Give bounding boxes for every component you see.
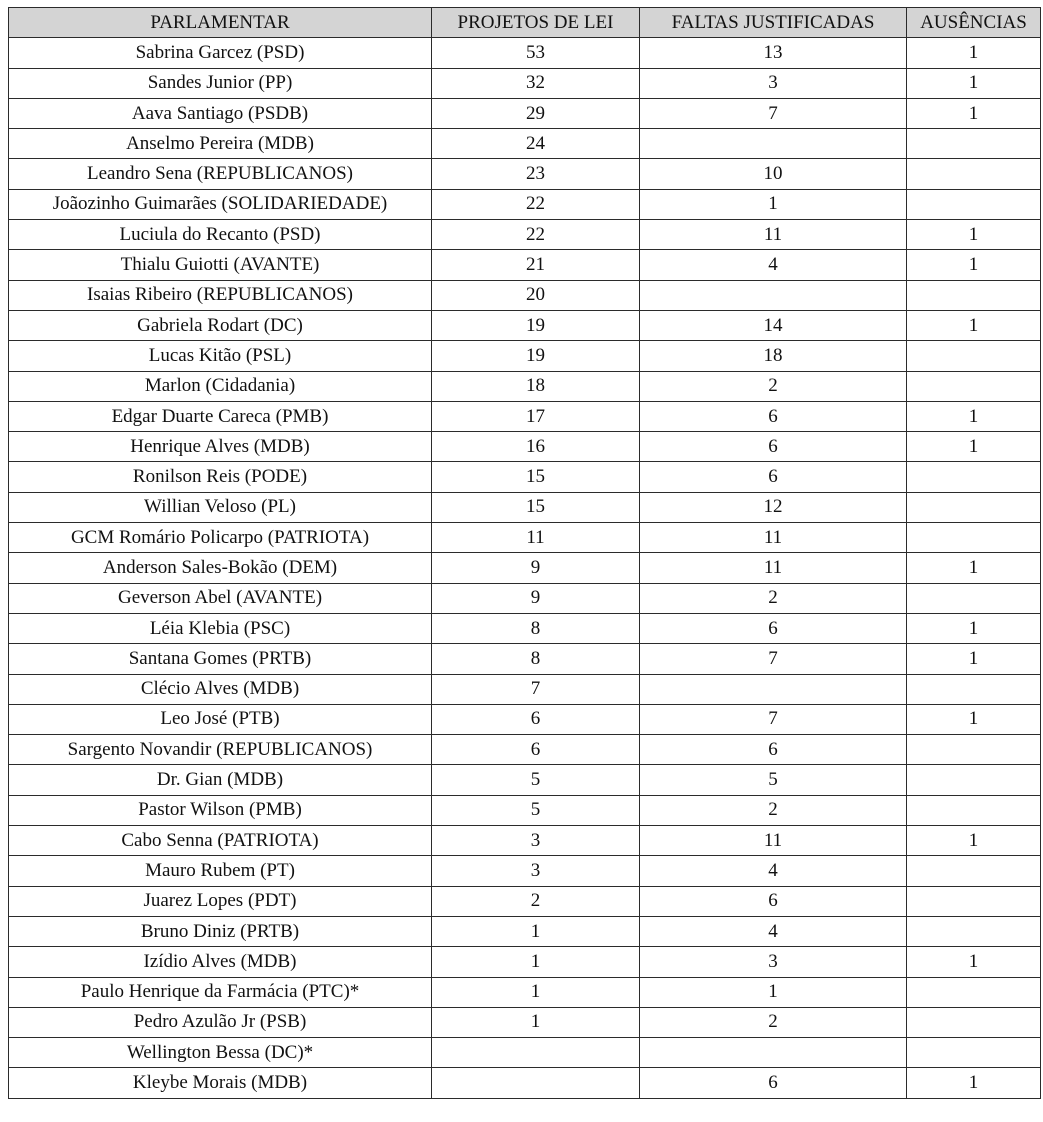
cell-ausencias: [907, 523, 1041, 553]
cell-parlamentar: Edgar Duarte Careca (PMB): [9, 401, 432, 431]
cell-faltas-justificadas: 7: [640, 644, 907, 674]
cell-parlamentar: Anderson Sales-Bokão (DEM): [9, 553, 432, 583]
cell-projetos-de-lei: 53: [432, 38, 640, 68]
cell-projetos-de-lei: [432, 1038, 640, 1068]
cell-projetos-de-lei: [432, 1068, 640, 1098]
cell-ausencias: 1: [907, 250, 1041, 280]
cell-parlamentar: Isaias Ribeiro (REPUBLICANOS): [9, 280, 432, 310]
cell-ausencias: 1: [907, 553, 1041, 583]
cell-projetos-de-lei: 1: [432, 947, 640, 977]
cell-ausencias: [907, 583, 1041, 613]
cell-faltas-justificadas: 11: [640, 826, 907, 856]
cell-ausencias: 1: [907, 613, 1041, 643]
cell-projetos-de-lei: 7: [432, 674, 640, 704]
cell-faltas-justificadas: 6: [640, 401, 907, 431]
table-row: [9, 280, 1041, 310]
cell-faltas-justificadas: [640, 129, 907, 159]
header-row: [9, 8, 1041, 38]
table-row: [9, 189, 1041, 219]
cell-faltas-justificadas: 5: [640, 765, 907, 795]
cell-parlamentar: Paulo Henrique da Farmácia (PTC)*: [9, 977, 432, 1007]
cell-ausencias: 1: [907, 704, 1041, 734]
table-row: [9, 98, 1041, 128]
cell-projetos-de-lei: 1: [432, 1007, 640, 1037]
cell-faltas-justificadas: 12: [640, 492, 907, 522]
table-row: [9, 553, 1041, 583]
table-row: [9, 795, 1041, 825]
cell-projetos-de-lei: 16: [432, 432, 640, 462]
cell-parlamentar: Santana Gomes (PRTB): [9, 644, 432, 674]
cell-faltas-justificadas: 2: [640, 1007, 907, 1037]
header-parlamentar: PARLAMENTAR: [9, 8, 432, 38]
cell-parlamentar: Leandro Sena (REPUBLICANOS): [9, 159, 432, 189]
cell-projetos-de-lei: 23: [432, 159, 640, 189]
header-faltas-justificadas: FALTAS JUSTIFICADAS: [640, 8, 907, 38]
cell-parlamentar: Leo José (PTB): [9, 704, 432, 734]
cell-faltas-justificadas: 7: [640, 704, 907, 734]
table-row: [9, 735, 1041, 765]
cell-faltas-justificadas: 6: [640, 613, 907, 643]
cell-parlamentar: Kleybe Morais (MDB): [9, 1068, 432, 1098]
cell-parlamentar: Izídio Alves (MDB): [9, 947, 432, 977]
cell-parlamentar: Pastor Wilson (PMB): [9, 795, 432, 825]
cell-parlamentar: Henrique Alves (MDB): [9, 432, 432, 462]
cell-faltas-justificadas: 6: [640, 735, 907, 765]
cell-projetos-de-lei: 8: [432, 613, 640, 643]
cell-projetos-de-lei: 9: [432, 583, 640, 613]
cell-faltas-justificadas: 11: [640, 553, 907, 583]
cell-parlamentar: Sabrina Garcez (PSD): [9, 38, 432, 68]
cell-ausencias: 1: [907, 947, 1041, 977]
cell-projetos-de-lei: 5: [432, 765, 640, 795]
cell-projetos-de-lei: 3: [432, 826, 640, 856]
cell-projetos-de-lei: 22: [432, 220, 640, 250]
cell-ausencias: 1: [907, 220, 1041, 250]
table-row: [9, 765, 1041, 795]
table-row: [9, 401, 1041, 431]
cell-ausencias: [907, 674, 1041, 704]
table-body: [9, 38, 1041, 1098]
cell-faltas-justificadas: 3: [640, 947, 907, 977]
table-row: [9, 886, 1041, 916]
header-ausencias: AUSÊNCIAS: [907, 8, 1041, 38]
cell-projetos-de-lei: 1: [432, 977, 640, 1007]
cell-projetos-de-lei: 1: [432, 916, 640, 946]
cell-projetos-de-lei: 19: [432, 341, 640, 371]
cell-faltas-justificadas: 4: [640, 916, 907, 946]
cell-parlamentar: Geverson Abel (AVANTE): [9, 583, 432, 613]
cell-ausencias: [907, 462, 1041, 492]
table-row: [9, 1007, 1041, 1037]
cell-ausencias: [907, 916, 1041, 946]
cell-projetos-de-lei: 18: [432, 371, 640, 401]
cell-faltas-justificadas: [640, 674, 907, 704]
cell-faltas-justificadas: 14: [640, 310, 907, 340]
cell-projetos-de-lei: 9: [432, 553, 640, 583]
cell-projetos-de-lei: 5: [432, 795, 640, 825]
table-row: [9, 1068, 1041, 1098]
cell-parlamentar: Willian Veloso (PL): [9, 492, 432, 522]
table-row: [9, 129, 1041, 159]
cell-parlamentar: Joãozinho Guimarães (SOLIDARIEDADE): [9, 189, 432, 219]
cell-faltas-justificadas: 1: [640, 189, 907, 219]
cell-faltas-justificadas: 6: [640, 886, 907, 916]
cell-parlamentar: Juarez Lopes (PDT): [9, 886, 432, 916]
table-row: [9, 674, 1041, 704]
table-row: [9, 220, 1041, 250]
cell-faltas-justificadas: 1: [640, 977, 907, 1007]
table-row: [9, 371, 1041, 401]
header-projetos-de-lei: PROJETOS DE LEI: [432, 8, 640, 38]
cell-ausencias: 1: [907, 38, 1041, 68]
cell-faltas-justificadas: 2: [640, 583, 907, 613]
cell-ausencias: [907, 735, 1041, 765]
cell-faltas-justificadas: 2: [640, 795, 907, 825]
cell-ausencias: 1: [907, 826, 1041, 856]
cell-faltas-justificadas: 7: [640, 98, 907, 128]
cell-parlamentar: Wellington Bessa (DC)*: [9, 1038, 432, 1068]
cell-ausencias: 1: [907, 644, 1041, 674]
cell-ausencias: [907, 1038, 1041, 1068]
table-row: [9, 250, 1041, 280]
cell-ausencias: 1: [907, 310, 1041, 340]
cell-projetos-de-lei: 6: [432, 704, 640, 734]
cell-ausencias: [907, 129, 1041, 159]
table-row: [9, 68, 1041, 98]
cell-parlamentar: Luciula do Recanto (PSD): [9, 220, 432, 250]
cell-ausencias: [907, 1007, 1041, 1037]
cell-faltas-justificadas: 4: [640, 250, 907, 280]
parliamentarian-stats-table: [8, 7, 1041, 1099]
cell-parlamentar: Anselmo Pereira (MDB): [9, 129, 432, 159]
cell-projetos-de-lei: 11: [432, 523, 640, 553]
cell-parlamentar: Marlon (Cidadania): [9, 371, 432, 401]
cell-parlamentar: Léia Klebia (PSC): [9, 613, 432, 643]
cell-ausencias: [907, 341, 1041, 371]
cell-ausencias: 1: [907, 432, 1041, 462]
cell-projetos-de-lei: 29: [432, 98, 640, 128]
cell-parlamentar: Sandes Junior (PP): [9, 68, 432, 98]
table-row: [9, 977, 1041, 1007]
cell-faltas-justificadas: 18: [640, 341, 907, 371]
cell-projetos-de-lei: 3: [432, 856, 640, 886]
cell-projetos-de-lei: 20: [432, 280, 640, 310]
cell-projetos-de-lei: 24: [432, 129, 640, 159]
cell-faltas-justificadas: 6: [640, 432, 907, 462]
table-row: [9, 159, 1041, 189]
cell-parlamentar: Pedro Azulão Jr (PSB): [9, 1007, 432, 1037]
cell-ausencias: [907, 159, 1041, 189]
table-row: [9, 916, 1041, 946]
cell-projetos-de-lei: 19: [432, 310, 640, 340]
cell-faltas-justificadas: 11: [640, 523, 907, 553]
cell-projetos-de-lei: 22: [432, 189, 640, 219]
cell-ausencias: 1: [907, 401, 1041, 431]
cell-ausencias: [907, 886, 1041, 916]
cell-parlamentar: Aava Santiago (PSDB): [9, 98, 432, 128]
cell-ausencias: 1: [907, 68, 1041, 98]
cell-faltas-justificadas: 6: [640, 462, 907, 492]
cell-faltas-justificadas: 3: [640, 68, 907, 98]
cell-faltas-justificadas: [640, 1038, 907, 1068]
cell-parlamentar: GCM Romário Policarpo (PATRIOTA): [9, 523, 432, 553]
cell-ausencias: [907, 977, 1041, 1007]
cell-ausencias: [907, 189, 1041, 219]
table-row: [9, 432, 1041, 462]
cell-projetos-de-lei: 32: [432, 68, 640, 98]
table-row: [9, 523, 1041, 553]
cell-ausencias: 1: [907, 98, 1041, 128]
cell-parlamentar: Dr. Gian (MDB): [9, 765, 432, 795]
table-header: [9, 8, 1041, 38]
cell-faltas-justificadas: 2: [640, 371, 907, 401]
cell-ausencias: [907, 795, 1041, 825]
cell-parlamentar: Thialu Guiotti (AVANTE): [9, 250, 432, 280]
cell-ausencias: [907, 492, 1041, 522]
cell-parlamentar: Clécio Alves (MDB): [9, 674, 432, 704]
cell-ausencias: [907, 856, 1041, 886]
cell-parlamentar: Ronilson Reis (PODE): [9, 462, 432, 492]
table-row: [9, 947, 1041, 977]
cell-faltas-justificadas: [640, 280, 907, 310]
cell-parlamentar: Bruno Diniz (PRTB): [9, 916, 432, 946]
table-row: [9, 38, 1041, 68]
cell-ausencias: [907, 765, 1041, 795]
cell-faltas-justificadas: 6: [640, 1068, 907, 1098]
table-row: [9, 310, 1041, 340]
cell-ausencias: [907, 280, 1041, 310]
cell-parlamentar: Gabriela Rodart (DC): [9, 310, 432, 340]
table-row: [9, 341, 1041, 371]
table-row: [9, 644, 1041, 674]
cell-parlamentar: Sargento Novandir (REPUBLICANOS): [9, 735, 432, 765]
cell-ausencias: [907, 371, 1041, 401]
table-row: [9, 613, 1041, 643]
cell-ausencias: 1: [907, 1068, 1041, 1098]
table-row: [9, 704, 1041, 734]
table-row: [9, 856, 1041, 886]
table-row: [9, 492, 1041, 522]
table-row: [9, 1038, 1041, 1068]
cell-projetos-de-lei: 8: [432, 644, 640, 674]
table-row: [9, 826, 1041, 856]
cell-faltas-justificadas: 10: [640, 159, 907, 189]
cell-projetos-de-lei: 21: [432, 250, 640, 280]
table-row: [9, 583, 1041, 613]
cell-projetos-de-lei: 2: [432, 886, 640, 916]
cell-parlamentar: Cabo Senna (PATRIOTA): [9, 826, 432, 856]
cell-faltas-justificadas: 13: [640, 38, 907, 68]
cell-projetos-de-lei: 15: [432, 492, 640, 522]
cell-parlamentar: Lucas Kitão (PSL): [9, 341, 432, 371]
table-row: [9, 462, 1041, 492]
cell-projetos-de-lei: 6: [432, 735, 640, 765]
cell-projetos-de-lei: 17: [432, 401, 640, 431]
cell-parlamentar: Mauro Rubem (PT): [9, 856, 432, 886]
cell-faltas-justificadas: 4: [640, 856, 907, 886]
cell-projetos-de-lei: 15: [432, 462, 640, 492]
cell-faltas-justificadas: 11: [640, 220, 907, 250]
